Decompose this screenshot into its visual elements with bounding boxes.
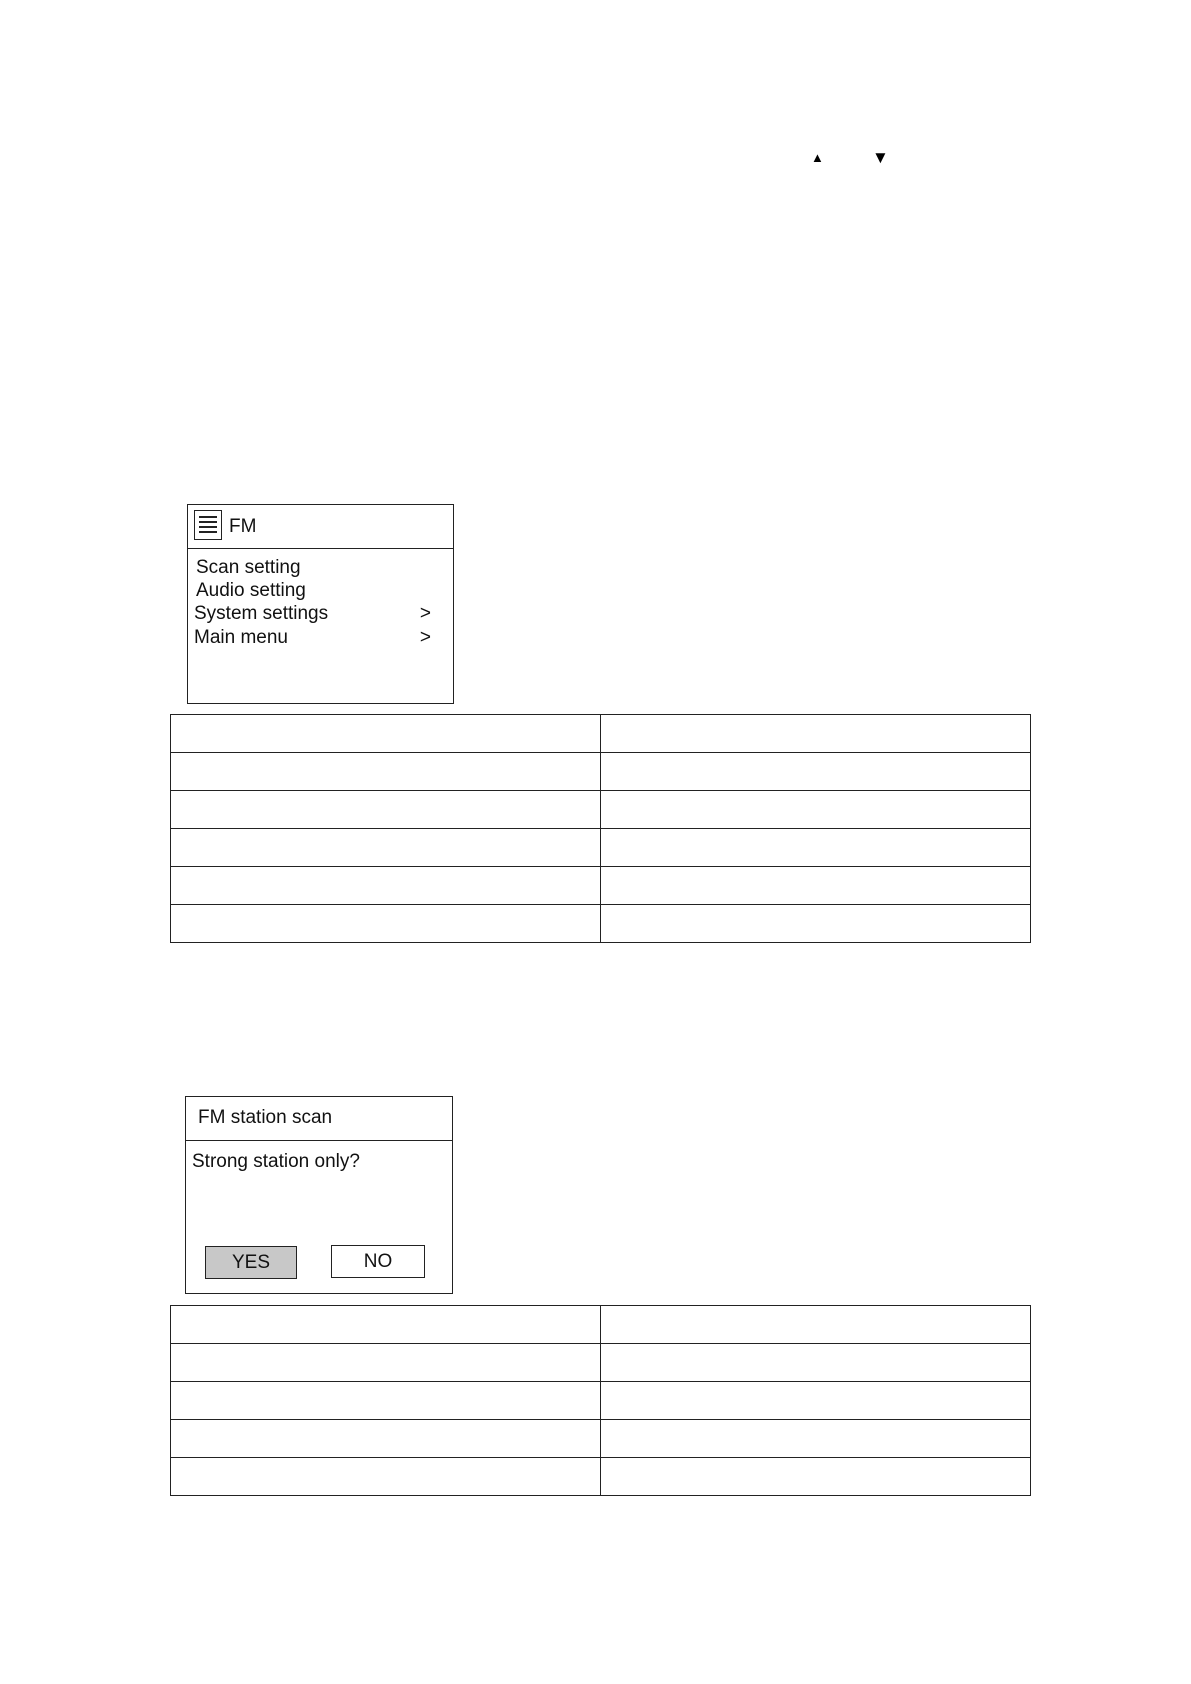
chevron-right-icon: > [419,603,431,624]
menu-item-label: Scan setting [196,557,301,578]
table-cell [601,1306,1031,1344]
table-cell [601,1420,1031,1458]
table-cell [601,791,1031,829]
table-cell [171,1306,601,1344]
menu-item-audio-setting[interactable] [196,580,431,602]
table-row [171,1382,1031,1420]
down-arrow-icon: ▼ [872,148,889,167]
scan-table [170,1305,1031,1496]
table-row [171,1458,1031,1496]
table-cell [171,1458,601,1496]
chevron-right-icon: > [419,627,431,648]
table-cell [601,1382,1031,1420]
table-cell [171,715,601,753]
table-cell [171,829,601,867]
table-cell [171,1420,601,1458]
menu-item-scan-setting[interactable] [196,557,431,579]
table-row [171,1344,1031,1382]
table-cell [171,791,601,829]
table-row [171,791,1031,829]
menu-item-main-menu[interactable] [194,627,431,649]
table-row [171,753,1031,791]
fm-menu-screen [187,504,454,704]
table-cell [601,715,1031,753]
table-row [171,905,1031,943]
table-cell [601,753,1031,791]
table-row [171,829,1031,867]
table-cell [601,829,1031,867]
menu-item-label: System settings [194,603,329,624]
table-cell [601,905,1031,943]
up-arrow-icon: ▲ [811,150,824,165]
table-cell [171,905,601,943]
table-row [171,1420,1031,1458]
table-cell [171,1382,601,1420]
table-row [171,1306,1031,1344]
menu-item-label: Main menu [194,627,288,648]
menu-item-system-settings[interactable] [194,603,431,625]
yes-button[interactable]: YES [205,1246,297,1279]
scan-dialog-title: FM station scan [198,1107,333,1128]
scan-dialog-prompt: Strong station only? [192,1151,360,1172]
no-button[interactable]: NO [331,1245,425,1278]
scan-dialog-screen [185,1096,453,1294]
table-cell [171,867,601,905]
menu-item-label: Audio setting [196,580,306,601]
table-cell [171,753,601,791]
list-menu-icon [194,510,222,540]
table-cell [601,867,1031,905]
table-row [171,867,1031,905]
table-cell [601,1344,1031,1382]
table-cell [601,1458,1031,1496]
fm-menu-table [170,714,1031,943]
fm-menu-title: FM [229,516,257,537]
scan-dialog-header [186,1097,452,1141]
table-row [171,715,1031,753]
fm-menu-header [188,505,453,549]
table-cell [171,1344,601,1382]
